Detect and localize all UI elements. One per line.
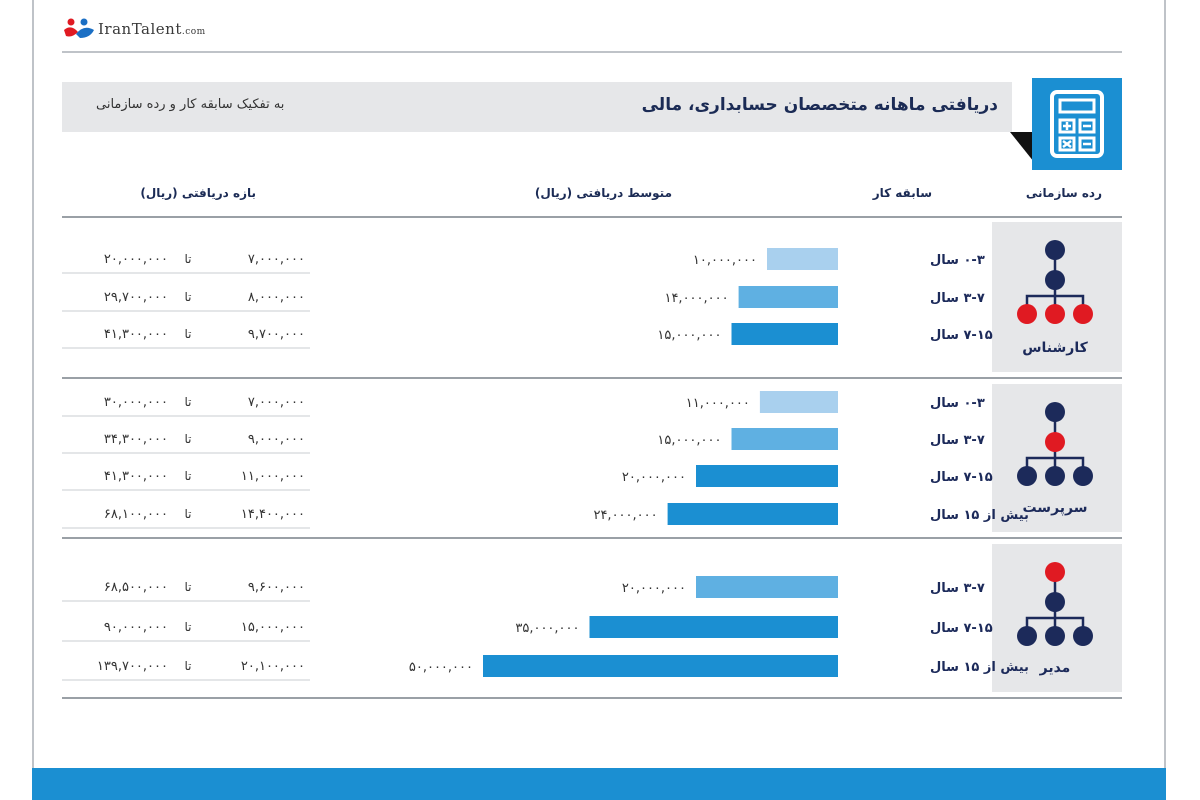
range-min-label: ۱۴,۴۰۰,۰۰۰ [240, 507, 305, 522]
average-value-label: ۱۱,۰۰۰,۰۰۰ [685, 396, 750, 411]
experience-label: ۷-۱۵ سال [930, 470, 993, 485]
experience-label: بیش از ۱۵ سال [930, 508, 1029, 523]
hierarchy-node-icon [1017, 626, 1037, 646]
average-value-label: ۲۰,۰۰۰,۰۰۰ [621, 470, 686, 485]
experience-label: بیش از ۱۵ سال [930, 660, 1029, 675]
experience-label: ۳-۷ سال [930, 433, 985, 448]
average-bar [696, 465, 838, 487]
average-bar [668, 503, 838, 525]
range-max-label: ۴۱,۳۰۰,۰۰۰ [103, 469, 168, 484]
chart-title: دریافتی ماهانه متخصصان حسابداری، مالی [641, 95, 998, 115]
hierarchy-node-icon [1073, 466, 1093, 486]
average-bar [732, 428, 839, 450]
hierarchy-node-icon [1073, 626, 1093, 646]
range-min-label: ۲۰,۱۰۰,۰۰۰ [240, 659, 305, 674]
range-separator: تا [184, 395, 192, 409]
range-min-label: ۹,۷۰۰,۰۰۰ [247, 327, 305, 342]
average-value-label: ۲۴,۰۰۰,۰۰۰ [593, 508, 658, 523]
column-header-range: بازه دریافتی (ریال) [140, 186, 256, 200]
column-header-experience: سابقه کار [872, 186, 932, 200]
range-max-label: ۹۰,۰۰۰,۰۰۰ [103, 620, 168, 635]
range-max-label: ۲۹,۷۰۰,۰۰۰ [103, 290, 168, 305]
average-value-label: ۱۴,۰۰۰,۰۰۰ [664, 291, 729, 306]
range-separator: تا [184, 580, 192, 594]
level-label: سرپرست [1022, 500, 1088, 516]
range-min-label: ۷,۰۰۰,۰۰۰ [247, 252, 305, 267]
average-value-label: ۱۵,۰۰۰,۰۰۰ [657, 433, 722, 448]
range-min-label: ۱۱,۰۰۰,۰۰۰ [240, 469, 305, 484]
average-value-label: ۲۰,۰۰۰,۰۰۰ [621, 581, 686, 596]
range-separator: تا [184, 252, 192, 266]
hierarchy-node-icon [1073, 304, 1093, 324]
level-label: مدیر [1039, 660, 1071, 676]
average-bar [483, 655, 838, 677]
chart-subtitle: به تفکیک سابقه کار و رده سازمانی [96, 97, 285, 112]
experience-label: ۳-۷ سال [930, 291, 985, 306]
logo-text: IranTalent.com [98, 20, 206, 38]
column-header-average: متوسط دریافتی (ریال) [534, 186, 672, 200]
hierarchy-node-icon [1045, 240, 1065, 260]
range-max-label: ۴۱,۳۰۰,۰۰۰ [103, 327, 168, 342]
average-bar [732, 323, 839, 345]
range-separator: تا [184, 659, 192, 673]
range-separator: تا [184, 507, 192, 521]
average-value-label: ۵۰,۰۰۰,۰۰۰ [408, 660, 473, 675]
range-max-label: ۳۴,۳۰۰,۰۰۰ [103, 432, 168, 447]
average-bar [696, 576, 838, 598]
experience-label: ۰-۳ سال [930, 253, 985, 268]
hierarchy-node-icon [1045, 562, 1065, 582]
experience-label: ۳-۷ سال [930, 581, 985, 596]
hierarchy-node-icon [1045, 402, 1065, 422]
experience-label: ۰-۳ سال [930, 396, 985, 411]
hierarchy-node-icon [1045, 304, 1065, 324]
hierarchy-node-icon [1045, 270, 1065, 290]
range-max-label: ۱۳۹,۷۰۰,۰۰۰ [96, 659, 168, 674]
range-separator: تا [184, 620, 192, 634]
average-bar [767, 248, 838, 270]
hierarchy-node-icon [1045, 626, 1065, 646]
average-bar [739, 286, 838, 308]
hierarchy-node-icon [1017, 304, 1037, 324]
hierarchy-node-icon [1045, 592, 1065, 612]
range-separator: تا [184, 290, 192, 304]
column-header-level: رده سازمانی [1025, 186, 1102, 200]
average-bar [590, 616, 839, 638]
footer-bar [32, 768, 1166, 800]
range-separator: تا [184, 469, 192, 483]
range-min-label: ۹,۰۰۰,۰۰۰ [247, 432, 305, 447]
range-min-label: ۷,۰۰۰,۰۰۰ [247, 395, 305, 410]
hierarchy-node-icon [1045, 432, 1065, 452]
average-value-label: ۱۰,۰۰۰,۰۰۰ [692, 253, 757, 268]
average-value-label: ۳۵,۰۰۰,۰۰۰ [515, 621, 580, 636]
range-separator: تا [184, 327, 192, 341]
range-max-label: ۳۰,۰۰۰,۰۰۰ [103, 395, 168, 410]
range-min-label: ۱۵,۰۰۰,۰۰۰ [240, 620, 305, 635]
range-max-label: ۶۸,۱۰۰,۰۰۰ [103, 507, 168, 522]
hierarchy-node-icon [1045, 466, 1065, 486]
range-max-label: ۲۰,۰۰۰,۰۰۰ [103, 252, 168, 267]
level-label: کارشناس [1022, 340, 1088, 356]
experience-label: ۷-۱۵ سال [930, 328, 993, 343]
range-min-label: ۸,۰۰۰,۰۰۰ [247, 290, 305, 305]
range-min-label: ۹,۶۰۰,۰۰۰ [247, 580, 305, 595]
range-separator: تا [184, 432, 192, 446]
average-value-label: ۱۵,۰۰۰,۰۰۰ [657, 328, 722, 343]
range-max-label: ۶۸,۵۰۰,۰۰۰ [103, 580, 168, 595]
hierarchy-node-icon [1017, 466, 1037, 486]
average-bar [760, 391, 838, 413]
experience-label: ۷-۱۵ سال [930, 621, 993, 636]
